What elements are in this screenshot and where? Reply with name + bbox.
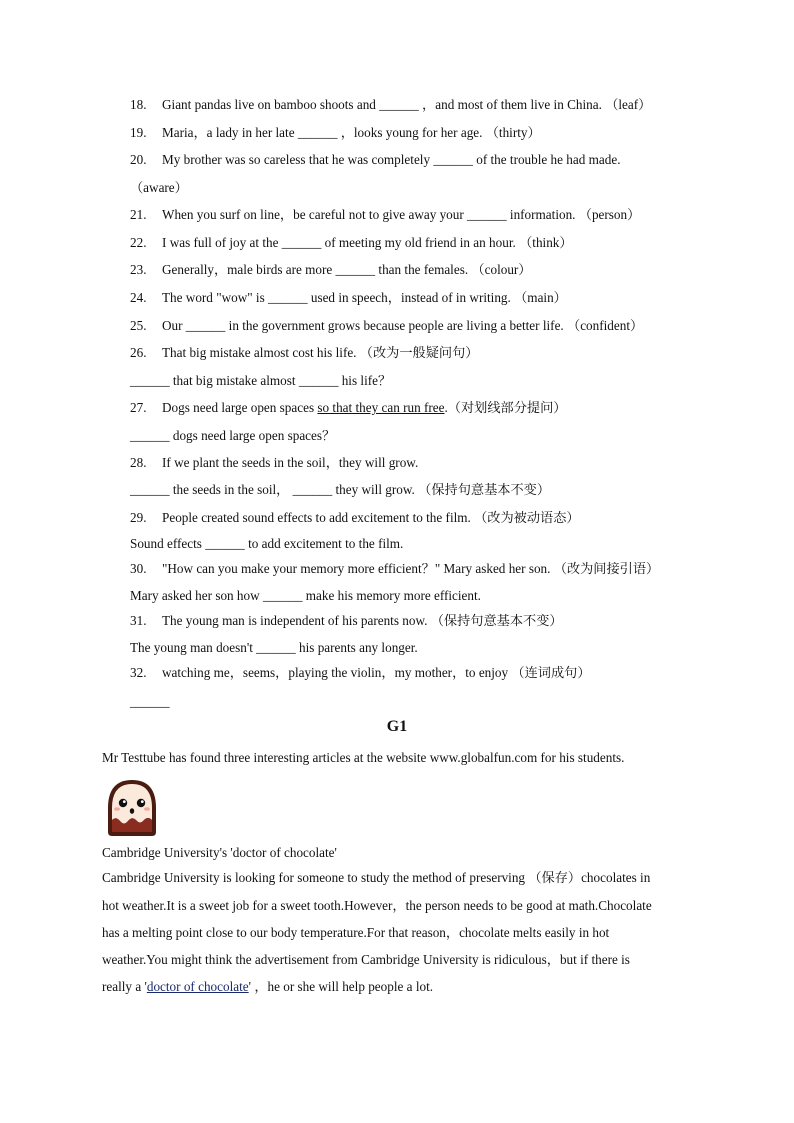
question-28: 28. If we plant the seeds in the soil，they will grow.: [130, 455, 419, 470]
question-22: 22. I was full of joy at the ______ of meeting my old friend in an hour. （think）: [130, 235, 573, 250]
question-27: 27. Dogs need large open spaces so that they can run free.（对划线部分提问）: [130, 400, 567, 415]
question-29-answer: Sound effects ______ to add excitement to the film.: [130, 536, 404, 551]
article-title: Cambridge University's 'doctor of chocolate': [102, 845, 337, 860]
question-25: 25. Our ______ in the government grows because people are living a better life. （confident）: [130, 318, 644, 333]
article-line: weather.You might think the advertisement from Cambridge University is ridiculous，but if there is: [102, 952, 630, 967]
underlined-phrase: so that they can run free: [317, 400, 445, 415]
question-32-answer: ______: [130, 694, 170, 709]
article-last-line: really a 'doctor of chocolate' ，he or she will help people a lot.: [102, 979, 434, 994]
question-32: 32. watching me，seems，playing the violin，my mother，to enjoy （连词成句）: [130, 665, 591, 680]
question-30: 30. "How can you make your memory more efficient？" Mary asked her son. （改为间接引语）: [130, 561, 660, 576]
question-31-answer: The young man doesn't ______ his parents any longer.: [130, 640, 418, 655]
question-30-answer: Mary asked her son how ______ make his memory more efficient.: [130, 588, 481, 603]
article-line: has a melting point close to our body temperature.For that reason，chocolate melts easily in hot: [102, 925, 610, 940]
question-28-answer: ______ the seeds in the soil， ______ they will grow. （保持句意基本不变）: [130, 482, 551, 497]
chocolate-ghost-icon: [103, 776, 161, 838]
question-23: 23. Generally，male birds are more ______ than the females. （colour）: [130, 262, 532, 277]
question-18: 18. Giant pandas live on bamboo shoots and ______ ，and most of them live in China. （leaf）: [130, 97, 652, 112]
section-title: G1: [386, 718, 408, 735]
question-20-hint: （aware）: [130, 180, 188, 195]
question-21: 21. When you surf on line，be careful not to give away your ______ information. （person）: [130, 207, 641, 222]
question-29: 29. People created sound effects to add excitement to the film. （改为被动语态）: [130, 510, 580, 525]
underlined-phrase: doctor of chocolate: [146, 979, 249, 994]
article-line: hot weather.It is a sweet job for a sweet tooth.However，the person needs to be good at math.Chocolate: [102, 898, 652, 913]
question-19: 19. Maria，a lady in her late ______ ，looks young for her age. （thirty）: [130, 125, 541, 140]
question-24: 24. The word "wow" is ______ used in speech，instead of in writing. （main）: [130, 290, 567, 305]
question-26: 26. That big mistake almost cost his life. （改为一般疑问句）: [130, 345, 479, 360]
question-31: 31. The young man is independent of his parents now. （保持句意基本不变）: [130, 613, 563, 628]
question-20: 20. My brother was so careless that he was completely ______ of the trouble he had made.: [130, 152, 621, 167]
article-line: Cambridge University is looking for someone to study the method of preserving （保存）chocolates in: [102, 870, 651, 885]
intro-text: Mr Testtube has found three interesting articles at the website www.globalfun.com for his students.: [102, 750, 625, 765]
question-27-answer: ______ dogs need large open spaces？: [130, 428, 336, 443]
question-26-answer: ______ that big mistake almost ______ his life？: [130, 373, 392, 388]
